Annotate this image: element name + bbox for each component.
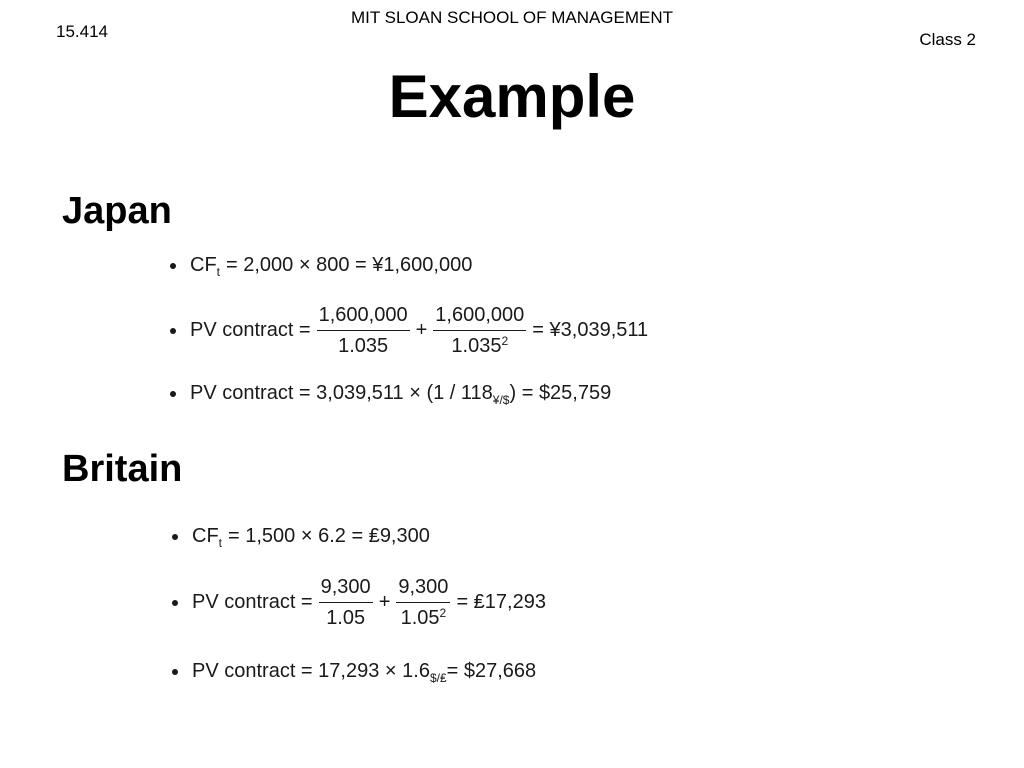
conversion-result: = $27,668 [446,660,537,682]
pv-label: PV contract = [192,591,313,613]
fraction-numerator: 9,300 [396,577,450,603]
exponent: 2 [501,334,509,348]
bullet [172,534,178,540]
cf-expression: = 1,500 × 6.2 = ₤9,300 [228,525,430,547]
exchange-rate-subscript: $/₤ [429,670,447,685]
bullet [172,669,178,675]
class-label: Class 2 [919,30,976,49]
fraction-1 [317,305,410,356]
exponent: 2 [439,606,447,620]
fraction-numerator: 1,600,000 [317,305,410,331]
bullet [170,328,176,334]
fraction-denominator-group [449,331,510,356]
fraction-denominator: 1.035 [338,335,389,357]
pv-result: = ₤17,293 [456,591,546,613]
bullet [172,600,178,606]
cf-symbol: CF [190,254,217,276]
plus-sign: + [415,319,428,341]
britain-pv-formula-line [172,577,546,628]
fraction-denominator-group [399,603,449,628]
japan-cf-line [170,254,472,277]
conversion-expression: PV contract = 3,039,511 × (1 / 118 [190,382,493,404]
section-heading-britain: Britain [62,448,183,490]
fraction-2 [396,577,450,628]
cf-expression: = 2,000 × 800 = ¥1,600,000 [226,254,473,276]
fraction-denominator: 1.035 [451,335,502,357]
fraction-2 [433,305,526,356]
britain-pv-conversion-line [172,660,536,683]
japan-pv-conversion-line [170,382,611,405]
school-name: MIT SLOAN SCHOOL OF MANAGEMENT [350,8,674,27]
britain-cf-line [172,525,430,548]
bullet [170,391,176,397]
section-heading-japan: Japan [62,190,172,232]
pv-result: = ¥3,039,511 [532,319,649,341]
conversion-expression: PV contract = 17,293 × 1.6 [192,660,430,682]
course-number: 15.414 [56,22,108,41]
fraction-denominator: 1.05 [400,607,440,629]
cf-subscript: t [216,264,221,279]
slide-title: Example [388,63,636,130]
cf-subscript: t [218,535,223,550]
japan-pv-formula-line [170,305,648,356]
fraction-1 [319,577,373,628]
plus-sign: + [378,591,391,613]
conversion-result: ) = $25,759 [509,382,612,404]
fraction-numerator: 1,600,000 [433,305,526,331]
exchange-rate-subscript: ¥/$ [492,392,510,407]
pv-label: PV contract = [190,319,311,341]
bullet [170,263,176,269]
fraction-denominator: 1.05 [326,607,366,629]
cf-symbol: CF [192,525,219,547]
fraction-numerator: 9,300 [319,577,373,603]
